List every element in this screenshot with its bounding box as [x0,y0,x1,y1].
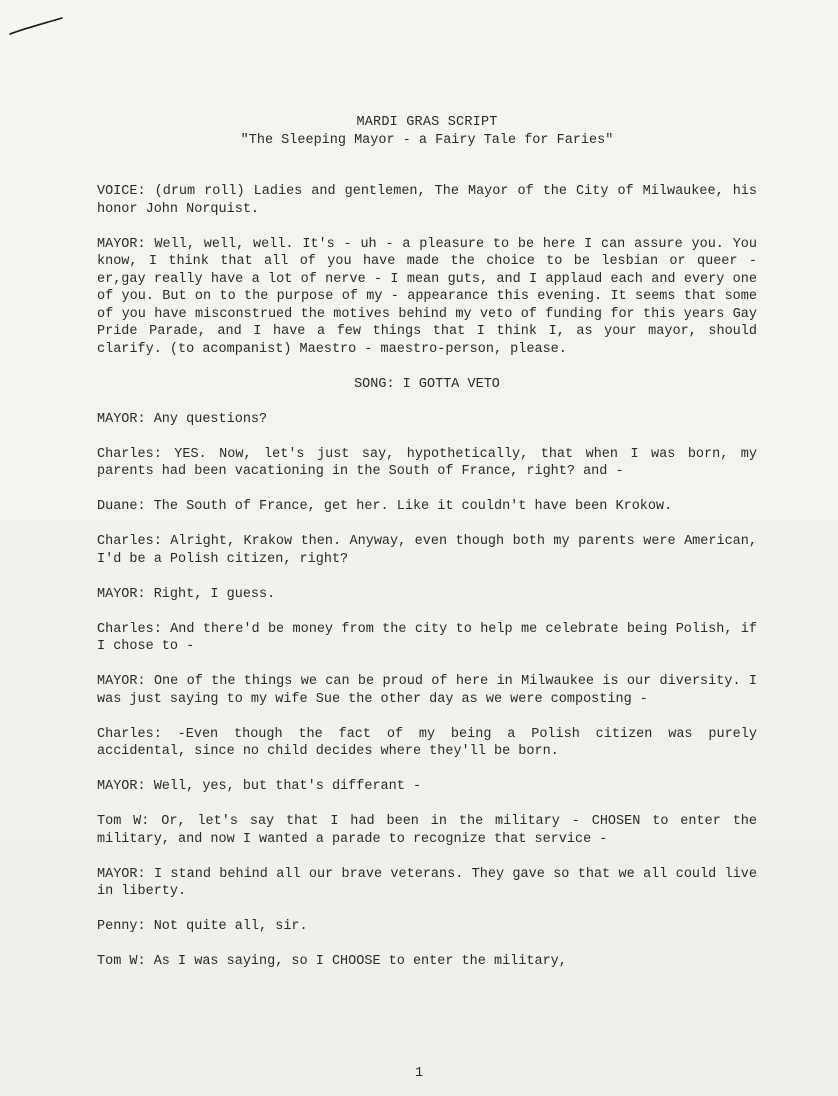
dialogue-line [97,498,757,516]
dialogue-line [97,673,757,708]
dialogue-line [97,411,757,429]
dialogue-text: Not quite all, sir. [145,919,308,934]
dialogue-line [97,183,757,218]
speaker-name: MAYOR: [97,586,146,602]
pen-stroke-mark [8,14,64,38]
speaker-name: Duane: [97,499,146,514]
dialogue-line [97,918,757,936]
dialogue-text: -Even though the fact of my being a Polish citizen was purely accidental, since no child decides where they'll be born. [97,726,757,759]
speaker-name: Penny: [97,919,146,934]
speaker-name: MAYOR: [97,236,146,252]
dialogue-line [97,586,757,604]
script-subtitle: "The Sleeping Mayor - a Fairy Tale for Faries" [240,132,614,148]
speaker-name: Tom W: [97,814,150,829]
dialogue-line [97,726,757,761]
dialogue-line [97,953,757,971]
speaker-name: MAYOR: [97,866,146,882]
dialogue-text: YES. Now, let's just say, hypothetically, that when I was born, my parents had been vacationing in the South of France, right? and - [97,446,757,479]
dialogue-line [97,446,757,481]
speaker-name: MAYOR: [97,411,146,427]
script-body [97,114,757,988]
speaker-name: Tom W: [97,954,146,969]
dialogue-text: And there'd be money from the city to help me celebrate being Polish, if I chose to - [97,621,757,654]
dialogue-text: Well, well, well. It's - uh - a pleasure to be here I can assure you. You know, I think that all of you have made the choice to be lesbian or queer - er,gay really have a lot of nerve - I mean guts, and I applaud each and every one of you. But on to the purpose of my - appearance this evening. It seems that some of you have misconstrued the motives behind my veto of funding for this years Gay Pride Parade, and I have a few things that I think I, as your mayor, should clarify. (to acompanist) Maestro - maestro-person, please. [97,236,757,357]
speaker-name: VOICE: [97,184,146,199]
dialogue-text: The South of France, get her. Like it couldn't have been Krokow. [145,499,673,514]
dialogue-text: Or, let's say that I had been in the military - CHOSEN to enter the military, and now I wanted a parade to recognize that service - [97,814,757,847]
dialogue-text: Any questions? [145,411,268,427]
dialogue-line [97,778,757,796]
script-title: MARDI GRAS SCRIPT [356,115,498,130]
speaker-name: MAYOR: [97,674,146,689]
song-heading: SONG: I GOTTA VETO [354,376,500,392]
dialogue-line [97,533,757,568]
dialogue-line [97,866,757,901]
dialogue-text: Alright, Krakow then. Anyway, even though both my parents were American, I'd be a Polish citizen, right? [97,534,757,567]
dialogue-line [97,236,757,359]
dialogue-text: I stand behind all our brave veterans. They gave so that we all could live in liberty. [97,866,757,899]
dialogue-text: Well, yes, but that's differant - [145,779,422,794]
dialogue-line [97,813,757,848]
speaker-name: MAYOR: [97,779,146,794]
page-number: 1 [414,1066,424,1081]
dialogue-text: Right, I guess. [145,586,276,602]
speaker-name: Charles: [97,621,162,637]
dialogue-line [97,621,757,656]
dialogue-text: One of the things we can be proud of here in Milwaukee is our diversity. I was just saying to my wife Sue the other day as we were composting - [97,674,757,707]
dialogue-text: As I was saying, so I CHOOSE to enter the military, [145,954,567,969]
speaker-name: Charles: [97,726,162,742]
dialogue-list [97,183,757,971]
dialogue-text: (drum roll) Ladies and gentlemen, The Mayor of the City of Milwaukee, his honor John Norquist. [97,184,757,217]
speaker-name: Charles: [97,534,162,549]
speaker-name: Charles: [97,446,162,462]
